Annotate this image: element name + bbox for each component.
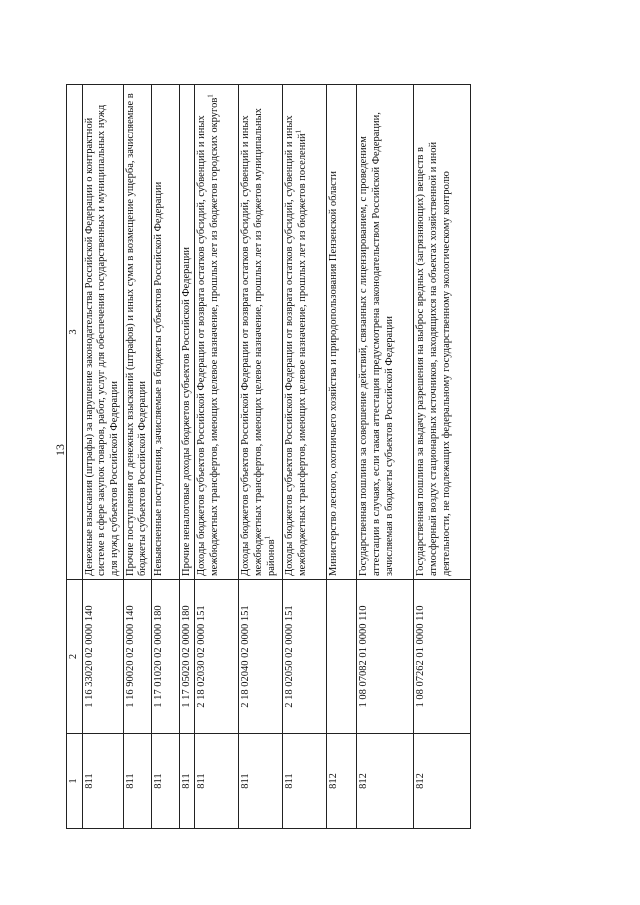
admin-code-cell: 811	[123, 734, 151, 829]
column-header-2: 2	[67, 580, 83, 734]
footnote-marker: 1	[294, 129, 303, 134]
description-cell	[357, 85, 414, 580]
description-text: Государственная пошлина за выдачу разрешения на выброс вредных (загрязняющих) веществ в атмосферный воздух стационарных источников, находящихся на объектах хозяйственной и иной деятельности, не подлежащих федеральному государственному экологическому контролю	[415, 141, 452, 576]
admin-code-cell: 811	[179, 734, 195, 829]
description-cell	[195, 85, 239, 580]
revenue-code-cell: 1 16 33020 02 0000 140	[82, 580, 123, 734]
description-text: Министерство лесного, охотничьего хозяйства и природопользования Пензенской области	[328, 171, 340, 576]
revenue-codes-table	[66, 84, 471, 829]
description-cell	[123, 85, 151, 580]
admin-code-cell: 812	[414, 734, 471, 829]
footnote-marker: 1	[263, 535, 272, 540]
description-text: Доходы бюджетов субъектов Российской Федерации от возврата остатков субсидий, субвенций и иных межбюджетных трансфертов, имеющих целевое назначение, прошлых лет из бюджетов муниципальных районов	[240, 108, 277, 576]
revenue-code-cell: 1 17 01020 02 0000 180	[151, 580, 179, 734]
table-row	[357, 85, 414, 829]
table-row	[123, 85, 151, 829]
admin-code-cell: 811	[239, 734, 283, 829]
revenue-code-cell: 2 18 02030 02 0000 151	[195, 580, 239, 734]
revenue-code-cell: 1 08 07082 01 0000 110	[357, 580, 414, 734]
rotated-table-wrapper	[66, 84, 562, 829]
admin-code-cell: 811	[151, 734, 179, 829]
description-cell	[239, 85, 283, 580]
description-cell	[179, 85, 195, 580]
description-text: Денежные взыскания (штрафы) за нарушение законодательства Российской Федерации о контрактной системе в сфере закупок товаров, работ, услуг для обеспечения государственных и муниципальных нужд для нужд субъектов Российской Федерации	[83, 104, 120, 576]
revenue-code-cell: 1 17 05020 02 0000 180	[179, 580, 195, 734]
table-row	[327, 85, 357, 829]
description-text: Доходы бюджетов субъектов Российской Федерации от возврата остатков субсидий, субвенций и иных межбюджетных трансфертов, имеющих целевое назначение, прошлых лет из бюджетов городских округов	[196, 97, 220, 576]
admin-code-cell: 811	[195, 734, 239, 829]
description-text: Прочие неналоговые доходы бюджетов субъектов Российской Федерации	[180, 247, 192, 576]
admin-code-cell: 811	[82, 734, 123, 829]
revenue-code-cell: 2 18 02040 02 0000 151	[239, 580, 283, 734]
admin-code-cell: 812	[357, 734, 414, 829]
table-row	[82, 85, 123, 829]
table-row	[179, 85, 195, 829]
page-number: 13	[53, 444, 67, 456]
description-cell	[414, 85, 471, 580]
description-cell	[151, 85, 179, 580]
admin-code-cell: 812	[327, 734, 357, 829]
footnote-marker: 1	[206, 94, 215, 98]
table-row	[195, 85, 239, 829]
table-row	[283, 85, 327, 829]
revenue-code-cell	[327, 580, 357, 734]
description-text: Невыясненные поступления, зачисляемые в бюджеты субъектов Российской Федерации	[152, 181, 164, 576]
description-text: Прочие поступления от денежных взысканий (штрафов) и иных сумм в возмещение ущерба, зачисляемые в бюджеты субъектов Российской Федерации	[124, 93, 149, 576]
description-cell	[327, 85, 357, 580]
column-header-1: 1	[67, 734, 83, 829]
revenue-code-cell: 2 18 02050 02 0000 151	[283, 580, 327, 734]
column-header-3: 3	[67, 85, 83, 580]
table-row	[151, 85, 179, 829]
revenue-code-cell: 1 16 90020 02 0000 140	[123, 580, 151, 734]
revenue-code-cell: 1 08 07262 01 0000 110	[414, 580, 471, 734]
table-row	[239, 85, 283, 829]
description-cell	[82, 85, 123, 580]
description-text: Доходы бюджетов субъектов Российской Федерации от возврата остатков субсидий, субвенций и иных межбюджетных трансфертов, имеющих целевое назначение, прошлых лет из бюджетов поселений	[284, 115, 308, 576]
admin-code-cell: 811	[283, 734, 327, 829]
description-text: Государственная пошлина за совершение действий, связанных с лицензированием, с проведением аттестации в случаях, если такая аттестация предусмотрена законодательством Российской Федерации, зачисляемая в бюджеты субъектов Российской Федерации	[358, 112, 395, 576]
table-row	[414, 85, 471, 829]
table-header-row	[67, 85, 83, 829]
description-cell	[283, 85, 327, 580]
